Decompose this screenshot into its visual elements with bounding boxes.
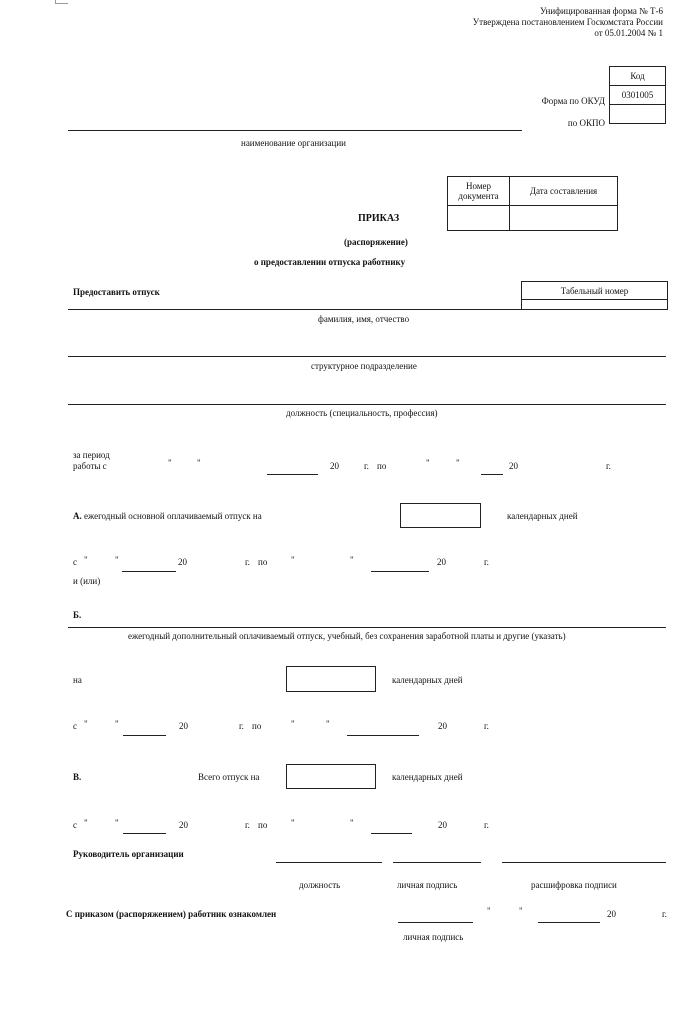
from-label: с <box>73 557 77 567</box>
document-number-header: Номер документа <box>448 177 510 206</box>
section-b-line[interactable] <box>68 627 666 628</box>
order-title: ПРИКАЗ <box>358 213 400 224</box>
year-prefix: 20 <box>437 557 446 567</box>
employee-signature-caption: личная подпись <box>403 932 464 942</box>
page-corner-mark <box>55 0 68 4</box>
section-b-days-label: календарных дней <box>392 675 463 685</box>
quote-mark: " <box>84 719 88 729</box>
work-period-label-1: за период <box>73 450 110 460</box>
form-approval-date: от 05.01.2004 № 1 <box>594 28 663 38</box>
work-to-month-line[interactable] <box>481 474 503 475</box>
section-v-days-box[interactable] <box>286 764 376 789</box>
employee-signature-line[interactable] <box>398 922 473 923</box>
document-number-field[interactable] <box>448 206 510 231</box>
year-suffix: г. <box>245 557 250 567</box>
section-a-days-label: календарных дней <box>507 511 578 521</box>
department-caption: структурное подразделение <box>311 361 417 371</box>
head-signature-caption: личная подпись <box>397 880 458 890</box>
year-prefix: 20 <box>179 820 188 830</box>
from-label: с <box>73 820 77 830</box>
order-subtitle: (распоряжение) <box>344 237 408 247</box>
year-suffix: г. <box>606 461 611 471</box>
employee-date-line[interactable] <box>538 922 600 923</box>
section-a-from-month-line[interactable] <box>122 571 176 572</box>
section-v-label: В. <box>73 772 82 782</box>
quote-mark: " <box>115 555 119 565</box>
on-label: на <box>73 675 82 685</box>
document-date-field[interactable] <box>510 206 618 231</box>
quote-mark: " <box>350 555 354 565</box>
codes-table <box>609 66 666 124</box>
year-prefix: 20 <box>607 909 616 919</box>
section-b-label: Б. <box>73 610 82 620</box>
to-label: по <box>252 721 262 731</box>
from-label: с <box>73 721 77 731</box>
head-position-line[interactable] <box>276 862 382 863</box>
okud-value[interactable]: 0301005 <box>610 86 666 105</box>
quote-mark: " <box>168 458 172 468</box>
year-suffix: г. <box>364 461 369 471</box>
quote-mark: " <box>426 458 430 468</box>
quote-mark: " <box>519 906 523 916</box>
okud-label: Форма по ОКУД <box>541 96 605 106</box>
section-a-label: А. <box>73 511 82 521</box>
fio-line[interactable] <box>68 309 666 310</box>
tab-number-field[interactable] <box>522 300 667 309</box>
year-prefix: 20 <box>330 461 339 471</box>
code-header: Код <box>610 67 666 86</box>
fio-caption: фамилия, имя, отчество <box>318 314 410 324</box>
quote-mark: " <box>197 458 201 468</box>
year-suffix: г. <box>662 909 667 919</box>
section-b-text: ежегодный дополнительный оплачиваемый отпуск, учебный, без сохранения заработной платы и другие (указать) <box>128 631 566 641</box>
section-v-days-label: календарных дней <box>392 772 463 782</box>
acquainted-label: С приказом (распоряжением) работник ознакомлен <box>66 909 277 919</box>
head-signature-line[interactable] <box>393 862 481 863</box>
form-name: Унифицированная форма № Т-6 <box>539 6 663 16</box>
section-v-from-month-line[interactable] <box>123 833 166 834</box>
quote-mark: " <box>487 906 491 916</box>
section-a-to-month-line[interactable] <box>371 571 429 572</box>
year-prefix: 20 <box>178 557 187 567</box>
tab-number-header: Табельный номер <box>522 282 667 300</box>
quote-mark: " <box>350 818 354 828</box>
quote-mark: " <box>326 719 330 729</box>
form-approval: Утверждена постановлением Госкомстата России <box>472 17 663 27</box>
organization-line[interactable] <box>68 130 522 131</box>
head-position-caption: должность <box>299 880 341 890</box>
section-b-days-box[interactable] <box>286 666 376 692</box>
year-suffix: г. <box>245 820 250 830</box>
tab-number-box <box>521 281 668 310</box>
work-period-label-2: работы с <box>73 461 107 471</box>
okpo-label: по ОКПО <box>567 118 605 128</box>
quote-mark: " <box>456 458 460 468</box>
quote-mark: " <box>115 719 119 729</box>
position-caption: должность (специальность, профессия) <box>286 408 438 418</box>
year-suffix: г. <box>484 820 489 830</box>
section-b-from-month-line[interactable] <box>123 735 166 736</box>
year-suffix: г. <box>484 557 489 567</box>
document-date-header: Дата составления <box>510 177 618 206</box>
section-b-to-month-line[interactable] <box>347 735 419 736</box>
head-decode-caption: расшифровка подписи <box>531 880 617 890</box>
and-or-label: и (или) <box>73 576 101 586</box>
year-prefix: 20 <box>509 461 518 471</box>
organization-caption: наименование организации <box>241 138 346 148</box>
year-prefix: 20 <box>438 820 447 830</box>
quote-mark: " <box>291 818 295 828</box>
year-suffix: г. <box>484 721 489 731</box>
to-label: по <box>377 461 387 471</box>
to-label: по <box>258 820 268 830</box>
department-line[interactable] <box>68 356 666 357</box>
okpo-value[interactable] <box>610 105 666 124</box>
year-prefix: 20 <box>179 721 188 731</box>
quote-mark: " <box>291 555 295 565</box>
section-v-to-month-line[interactable] <box>371 833 412 834</box>
position-line[interactable] <box>68 404 666 405</box>
quote-mark: " <box>84 555 88 565</box>
section-a-days-box[interactable] <box>400 503 481 528</box>
order-about: о предоставлении отпуска работнику <box>254 257 406 267</box>
section-v-text: Всего отпуск на <box>198 772 260 782</box>
work-from-month-line[interactable] <box>267 474 318 475</box>
quote-mark: " <box>84 818 88 828</box>
section-a-text: А. ежегодный основной оплачиваемый отпуск на <box>73 511 262 521</box>
quote-mark: " <box>291 719 295 729</box>
to-label: по <box>258 557 268 567</box>
quote-mark: " <box>115 818 119 828</box>
year-suffix: г. <box>239 721 244 731</box>
year-prefix: 20 <box>438 721 447 731</box>
document-number-table <box>447 176 618 231</box>
head-decode-line[interactable] <box>502 862 666 863</box>
head-label: Руководитель организации <box>73 849 184 859</box>
grant-leave-label: Предоставить отпуск <box>73 287 160 297</box>
